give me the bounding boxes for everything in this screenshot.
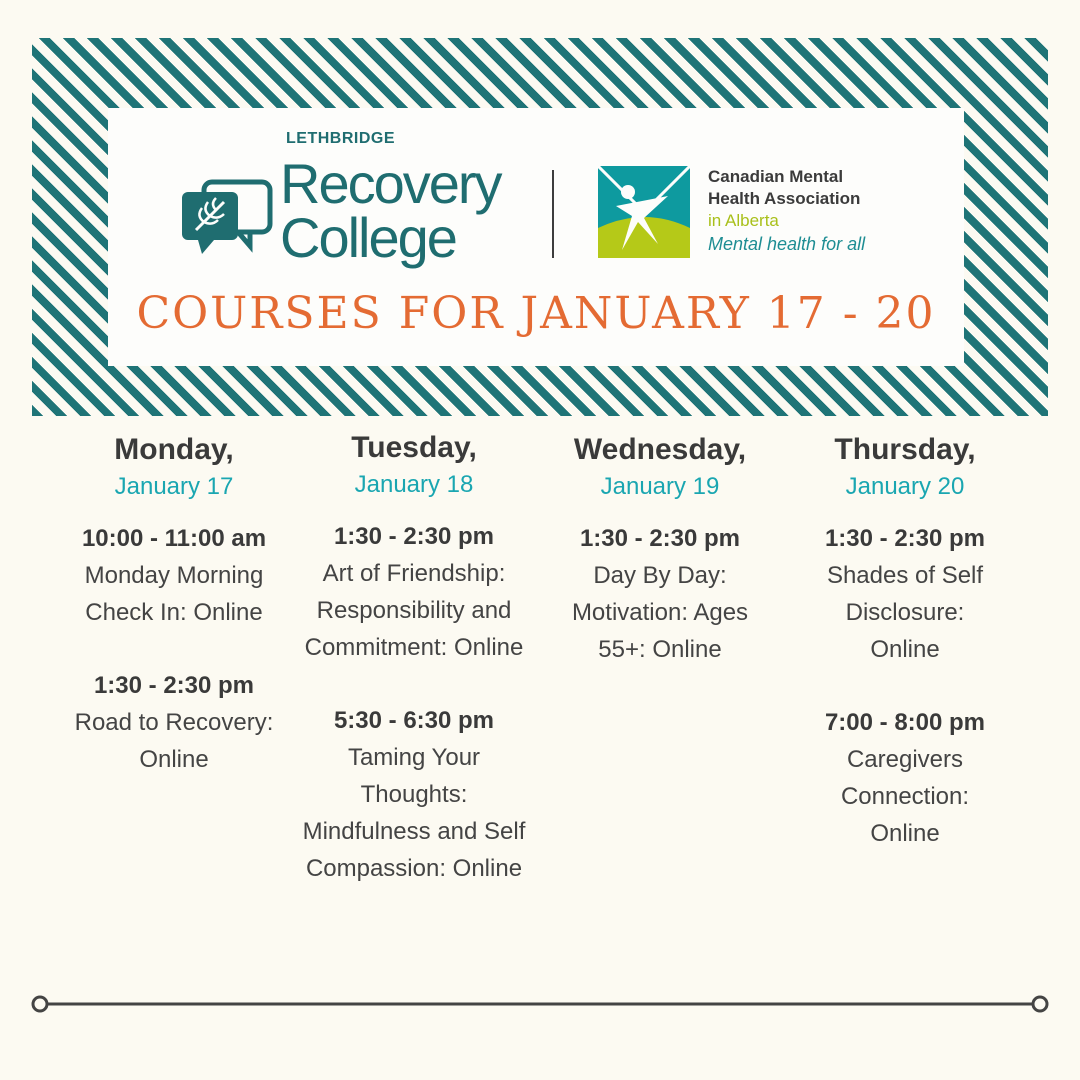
day-date: January 19 bbox=[600, 473, 720, 500]
cmha-tagline: Mental health for all bbox=[708, 234, 866, 254]
day-name: Thursday, bbox=[834, 433, 976, 466]
college-wordmark: College bbox=[280, 206, 456, 269]
course-title: Monday Morning Check In: Online bbox=[84, 562, 264, 626]
day-column-tuesday bbox=[294, 428, 534, 923]
course-title: Day By Day: Motivation: Ages 55+: Online bbox=[571, 562, 749, 663]
footer-timeline bbox=[30, 992, 1054, 1016]
day-date: January 18 bbox=[354, 471, 474, 498]
cmha-logo-icon bbox=[598, 166, 690, 258]
course-title: Taming Your Thoughts: Mindfulness and Self Compassion: Online bbox=[302, 744, 526, 882]
day-name: Tuesday, bbox=[351, 431, 477, 464]
header-panel bbox=[108, 108, 964, 366]
day-date: January 17 bbox=[114, 473, 234, 500]
recovery-college-logo bbox=[180, 130, 520, 268]
course-time: 10:00 - 11:00 am bbox=[81, 525, 267, 552]
course-item bbox=[54, 667, 294, 778]
day-column-monday bbox=[54, 430, 294, 814]
course-time: 1:30 - 2:30 pm bbox=[333, 523, 495, 550]
day-column-thursday bbox=[785, 430, 1025, 888]
day-name: Wednesday, bbox=[573, 433, 747, 466]
course-item bbox=[785, 704, 1025, 852]
page-title: COURSES FOR JANUARY 17 - 20 bbox=[136, 288, 936, 339]
logo-divider bbox=[552, 170, 554, 258]
course-time: 7:00 - 8:00 pm bbox=[824, 709, 986, 736]
course-title: Shades of Self Disclosure: Online bbox=[826, 562, 984, 663]
course-time: 1:30 - 2:30 pm bbox=[93, 672, 255, 699]
course-item bbox=[540, 520, 780, 668]
day-column-wednesday bbox=[540, 430, 780, 704]
speech-bubbles-icon bbox=[180, 178, 276, 258]
recovery-wordmark: Recovery bbox=[280, 152, 501, 215]
course-title: Art of Friendship: Responsibility and Commitment: Online bbox=[304, 560, 524, 661]
lethbridge-label: LETHBRIDGE bbox=[286, 130, 395, 147]
day-name: Monday, bbox=[114, 433, 234, 466]
cmha-name-line2: Health Association bbox=[708, 189, 861, 208]
day-date: January 20 bbox=[845, 473, 965, 500]
cmha-region: in Alberta bbox=[708, 211, 779, 230]
cmha-text-block bbox=[708, 166, 865, 256]
course-time: 5:30 - 6:30 pm bbox=[333, 707, 495, 734]
course-time: 1:30 - 2:30 pm bbox=[824, 525, 986, 552]
course-item bbox=[54, 520, 294, 631]
course-item bbox=[294, 518, 534, 666]
course-title: Caregivers Connection: Online bbox=[840, 746, 970, 847]
course-item bbox=[294, 702, 534, 887]
course-title: Road to Recovery: Online bbox=[74, 709, 274, 773]
cmha-name-line1: Canadian Mental bbox=[708, 167, 844, 186]
course-time: 1:30 - 2:30 pm bbox=[579, 525, 741, 552]
course-item bbox=[785, 520, 1025, 668]
